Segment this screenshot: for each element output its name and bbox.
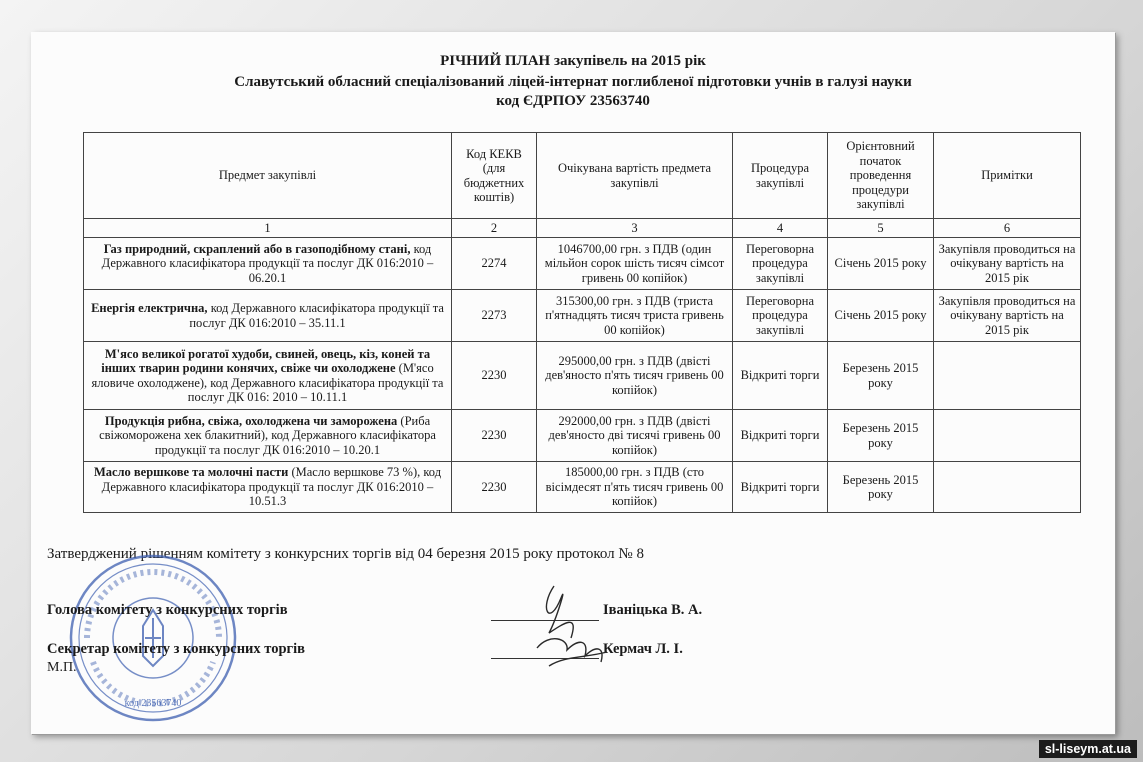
row-cost: 1046700,00 грн. з ПДВ (один мільйон сорок шість тисяч сімсот гривень 00 копійок)	[537, 238, 733, 290]
row-start: Березень 2015 року	[828, 462, 934, 513]
subject-rest: код Державного класифікатора продукції та послуг ДК 016:2010 – 35.11.1	[189, 301, 444, 330]
header-cost: Очікувана вартість предмета закупівлі	[537, 133, 733, 219]
subject-bold: Енергія електрична,	[91, 301, 208, 315]
subject-rest: (М'ясо яловиче охолоджене), код Державного класифікатора продукції та послуг ДК 016: 2010 – 10.11.1	[91, 361, 444, 404]
header-subject: Предмет закупівлі	[84, 133, 452, 219]
column-number: 2	[452, 219, 537, 238]
row-start: Січень 2015 року	[828, 238, 934, 290]
document-sheet	[31, 32, 1115, 734]
official-stamp	[67, 552, 239, 724]
row-subject	[84, 410, 452, 462]
row-subject	[84, 290, 452, 342]
row-subject	[84, 238, 452, 290]
row-notes	[934, 462, 1081, 513]
subject-bold: Газ природний, скраплений або в газоподібному стані,	[103, 241, 411, 256]
handwritten-signature	[509, 578, 619, 678]
column-number: 1	[84, 219, 452, 238]
row-procedure: Відкриті торги	[733, 462, 828, 513]
table-row	[84, 238, 1081, 290]
subject-bold: Масло вершкове та молочні пасти	[93, 465, 289, 480]
table-row	[84, 342, 1081, 410]
row-procedure: Відкриті торги	[733, 410, 828, 462]
header-kekv: Код КЕКВ (для бюджетних коштів)	[452, 133, 537, 219]
column-number: 4	[733, 219, 828, 238]
row-kekv: 2230	[452, 410, 537, 462]
approval-statement: Затверджений рішенням комітету з конкурсних торгів від 04 березня 2015 року протокол № 8	[47, 546, 644, 562]
row-cost: 315300,00 грн. з ПДВ (триста п'ятнадцять тисяч триста гривень 00 копійок)	[537, 290, 733, 342]
site-watermark: sl-liseym.at.ua	[1039, 740, 1137, 758]
column-number: 5	[828, 219, 934, 238]
subject-bold: М'ясо великої рогатої худоби, свиней, овець, кіз, коней та інших тварин родини конячих, свіже чи охолоджене	[101, 346, 431, 375]
subject-rest: (Масло вершкове 73 %), код Державного класифікатора продукції та послуг ДК 016:2010 – 10.51.3	[101, 465, 442, 509]
row-notes: Закупівля проводиться на очікувану вартість на 2015 рік	[934, 238, 1081, 290]
seal-place-mark: М.П.	[47, 660, 77, 675]
subject-rest: (Риба свіжоморожена хек блакитний), код Державного класифікатора продукції та послуг ДК 016:2010 – 10.20.1	[99, 413, 436, 457]
table-row	[84, 462, 1081, 513]
institution-name: Славутський обласний спеціалізований ліцей-інтернат поглибленої підготовки учнів в галузі науки	[234, 74, 912, 90]
row-notes	[934, 342, 1081, 410]
row-cost: 185000,00 грн. з ПДВ (сто вісімдесят п'ять тисяч гривень 00 копійок)	[537, 462, 733, 513]
chairman-name: Іваніцька В. А.	[603, 602, 703, 618]
edrpou-code: код ЄДРПОУ 23563740	[496, 93, 650, 109]
secretary-name: Кермач Л. І.	[603, 641, 683, 657]
document-title: РІЧНИЙ ПЛАН закупівель на 2015 рік	[440, 53, 706, 69]
table-row	[84, 290, 1081, 342]
column-number: 3	[537, 219, 733, 238]
header-procedure: Процедура закупівлі	[733, 133, 828, 219]
chairman-role: Голова комітету з конкурсних торгів	[47, 602, 288, 618]
table-header-row	[84, 133, 1081, 219]
stamp-code: код 23563740	[124, 698, 182, 709]
row-start: Березень 2015 року	[828, 410, 934, 462]
secretary-role: Секретар комітету з конкурсних торгів	[47, 641, 305, 657]
row-procedure: Відкриті торги	[733, 342, 828, 410]
column-number: 6	[934, 219, 1081, 238]
header-notes: Примітки	[934, 133, 1081, 219]
column-number-row	[84, 219, 1081, 238]
row-notes	[934, 410, 1081, 462]
row-cost: 295000,00 грн. з ПДВ (двісті дев'яносто п'ять тисяч гривень 00 копійок)	[537, 342, 733, 410]
row-cost: 292000,00 грн. з ПДВ (двісті дев'яносто дві тисячі гривень 00 копійок)	[537, 410, 733, 462]
header-start: Орієнтовний початок проведення процедури закупівлі	[828, 133, 934, 219]
row-start: Березень 2015 року	[828, 342, 934, 410]
table-row	[84, 410, 1081, 462]
row-notes: Закупівля проводиться на очікувану вартість на 2015 рік	[934, 290, 1081, 342]
row-subject	[84, 462, 452, 513]
row-kekv: 2230	[452, 342, 537, 410]
row-procedure: Переговорна процедура закупівлі	[733, 238, 828, 290]
procurement-table	[83, 132, 1081, 513]
row-procedure: Переговорна процедура закупівлі	[733, 290, 828, 342]
subject-rest: код Державного класифікатора продукції та послуг ДК 016:2010 – 06.20.1	[101, 241, 434, 285]
row-kekv: 2274	[452, 238, 537, 290]
row-kekv: 2273	[452, 290, 537, 342]
subject-bold: Продукція рибна, свіжа, охолоджена чи заморожена	[104, 413, 398, 428]
row-subject	[84, 342, 452, 410]
row-start: Січень 2015 року	[828, 290, 934, 342]
row-kekv: 2230	[452, 462, 537, 513]
